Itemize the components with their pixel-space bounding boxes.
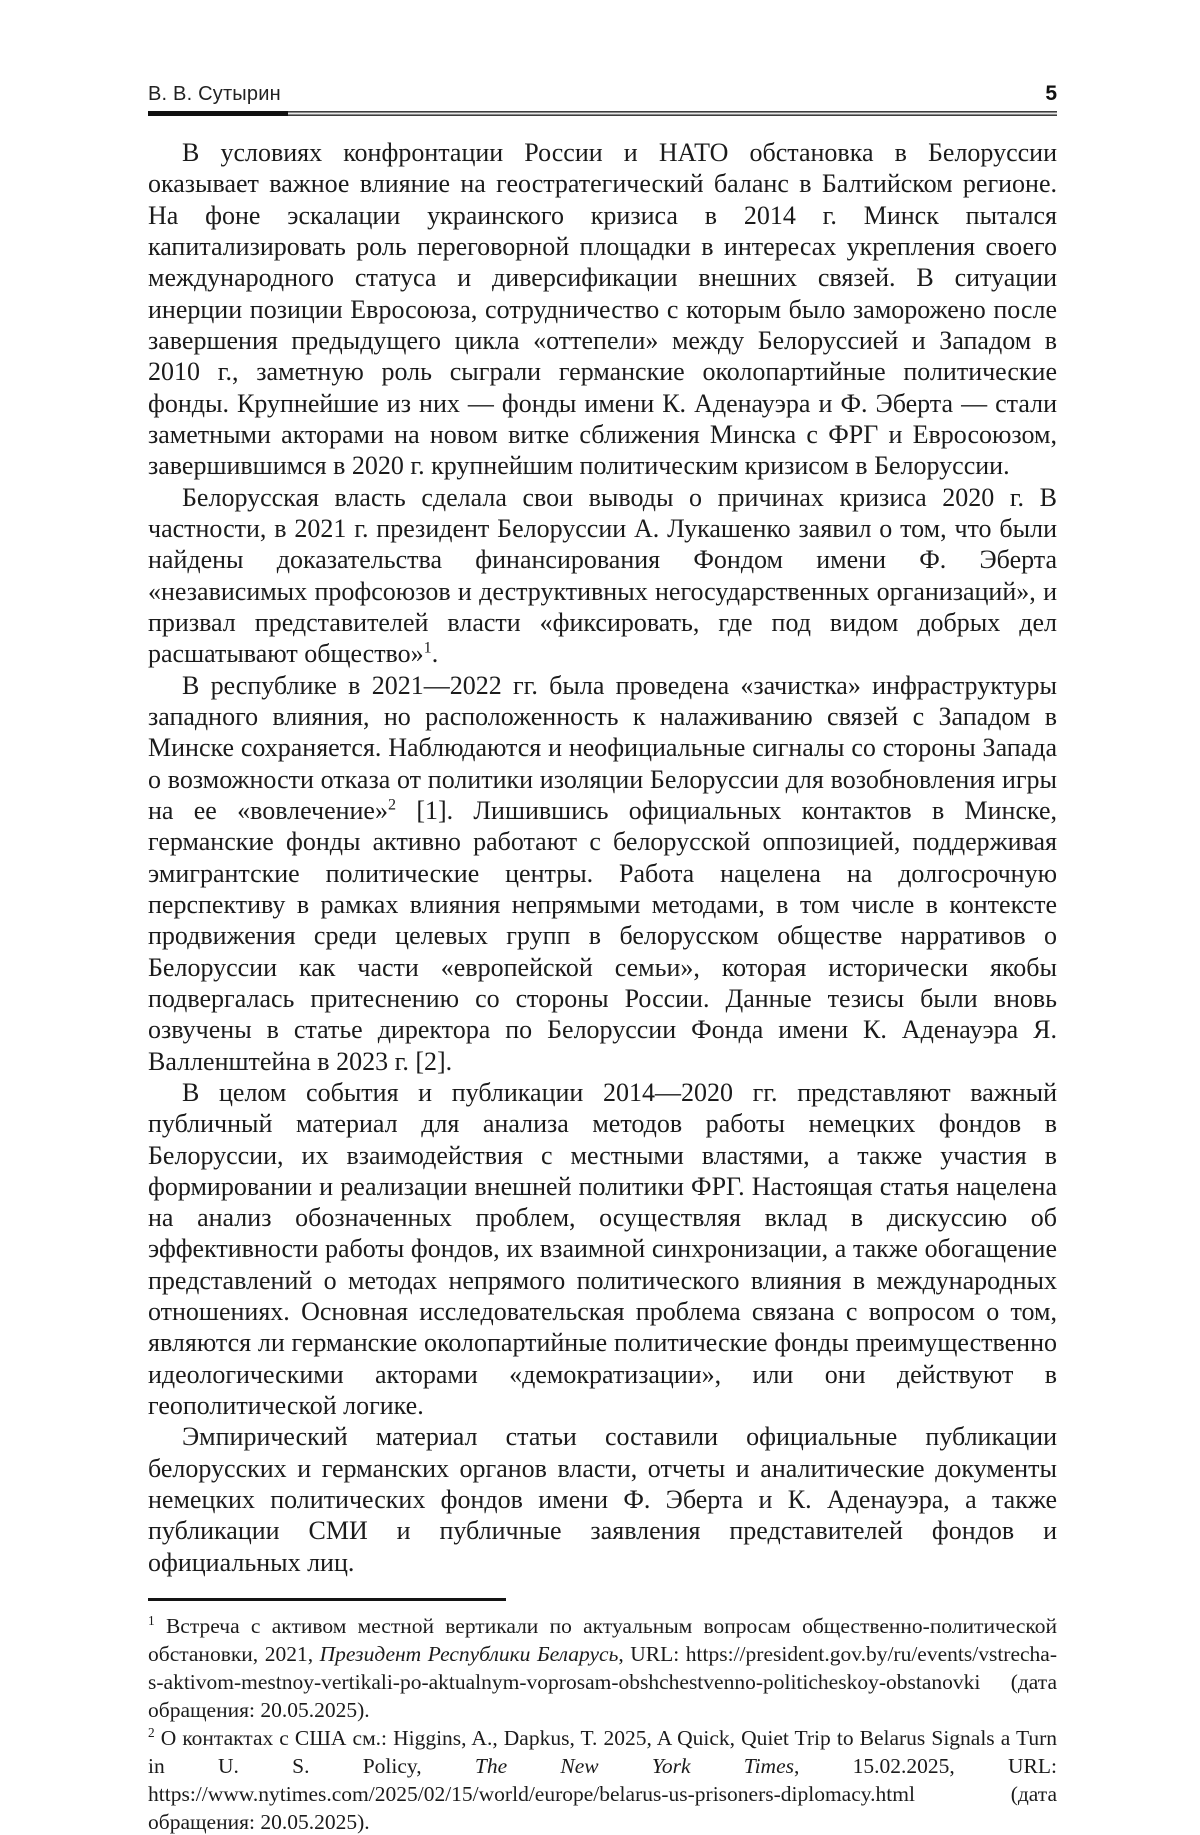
- text-segment: В целом события и публикации 2014—2020 гг. представляют важный публичный материал для анализа методов работы немецких фондов в Белоруссии, их взаимодействия с местными властями, а также участия в формировании и реализации внешней политики ФРГ. Настоящая статья нацелена на анализ обозначенных проблем, осуществляя вклад в дискуссию об эффективности работы фондов, их взаимной синхронизации, а также обогащение представлений о методах непрямого политического влияния в международных отношениях. Основная исследовательская проблема связана с вопросом о том, являются ли германские околопартийные политические фонды преимущественно идеологическими акторами «демократизации», или они действуют в геополитической логике.: [148, 1077, 1057, 1421]
- text-segment: Белорусская власть сделала свои выводы о причинах кризиса 2020 г. В частности, в 2021 г. президент Белоруссии А. Лукашенко заявил о том, что были найдены доказательства финансирования Фондом имени Ф. Эберта «независимых профсоюзов и деструктивных негосударственных организаций», и призвал представителей власти «фиксировать, где под видом добрых дел расшатывают общество»: [148, 482, 1057, 669]
- running-header-author: В. В. Сутырин: [148, 83, 281, 105]
- body-paragraph: [148, 1421, 1057, 1578]
- text-segment: , 15.02.2025, URL: https://www.nytimes.com/2025/02/15/world/europe/belarus-us-prisoners-diplomacy.html (дата обращения: 20.05.2025).: [148, 1753, 1057, 1834]
- footnote-reference: 1: [148, 1612, 155, 1628]
- italic-text: The New York Times: [474, 1753, 794, 1778]
- text-segment: [1]. Лишившись официальных контактов в Минске, германские фонды активно работают с белорусской оппозицией, поддерживая эмигрантские политические центры. Работа нацелена на долгосрочную перспективу в рамках влияния непрямыми методами, в том числе в контексте продвижения среди целевых групп в белорусском обществе нарративов о Белоруссии как части «европейской семьи», которая исторически якобы подвергалась притеснению со стороны России. Данные тезисы были вновь озвучены в статье директора по Белоруссии Фонда имени К. Аденауэра Я. Валленштейна в 2023 г. [2].: [148, 795, 1058, 1076]
- article-body: [148, 137, 1057, 1578]
- footnote-reference: 2: [148, 1724, 155, 1740]
- running-header: [148, 82, 1057, 106]
- footnote-reference: 1: [423, 639, 432, 657]
- body-paragraph: [148, 1077, 1057, 1422]
- footnote-separator: [148, 1598, 506, 1601]
- text-segment: , URL: https://president.gov.by/ru/events/vstrecha-s-aktivom-mestnoy-vertikali-po-aktualnym-voprosam-obshchestvenno-politicheskoy-obstanovki (дата обращения: 20.05.2025).: [148, 1642, 1057, 1722]
- footnote-item: [148, 1613, 1057, 1725]
- page-number: 5: [1045, 82, 1057, 105]
- text-segment: В условиях конфронтации России и НАТО обстановка в Белоруссии оказывает важное влияние на геостратегический баланс в Балтийском регионе. На фоне эскалации украинского кризиса в 2014 г. Минск пытался капитализировать роль переговорной площадки в интересах укрепления своего международного статуса и диверсификации внешних связей. В ситуации инерции позиции Евросоюза, сотрудничество с которым было заморожено после завершения предыдущего цикла «оттепели» между Белоруссией и Западом в 2010 г., заметную роль сыграли германские околопартийные политические фонды. Крупнейшие из них — фонды имени К. Аденауэра и Ф. Эберта — стали заметными акторами на новом витке сближения Минска с ФРГ и Евросоюзом, завершившимся в 2020 г. крупнейшим политическим кризисом в Белоруссии.: [148, 138, 1057, 481]
- text-segment: Встреча с активом местной вертикали по актуальным вопросам общественно-политической обстановки, 2021,: [148, 1614, 1057, 1667]
- footnotes-block: [148, 1613, 1057, 1835]
- body-paragraph: [148, 670, 1057, 1077]
- header-rule-accent: [148, 111, 288, 116]
- header-rule: [148, 111, 1057, 116]
- text-segment: О контактах с США см.: Higgins, A., Dapkus, T. 2025, A Quick, Quiet Trip to Belarus Signals a Turn in U. S. Policy,: [148, 1725, 1057, 1778]
- body-paragraph: [148, 482, 1057, 670]
- text-segment: В республике в 2021—2022 гг. была проведена «зачистка» инфраструктуры западного влияния, но расположенность к налаживанию связей с Западом в Минске сохраняется. Наблюдаются и неофициальные сигналы со стороны Запада о возможности отказа от политики изоляции Белоруссии для возобновления игры на ее «вовлечение»: [148, 670, 1057, 825]
- text-segment: Эмпирический материал статьи составили официальные публикации белорусских и германских органов власти, отчеты и аналитические документы немецких политических фондов имени Ф. Эберта и К. Аденауэра, а также публикации СМИ и публичные заявления представителей фондов и официальных лиц.: [148, 1422, 1057, 1577]
- footnote-item: [148, 1725, 1057, 1835]
- body-paragraph: [148, 137, 1057, 482]
- italic-text: Президент Республики Беларусь: [319, 1642, 619, 1667]
- content-column: [148, 0, 1057, 1835]
- text-segment: .: [431, 639, 439, 669]
- footnote-reference: 2: [387, 796, 397, 814]
